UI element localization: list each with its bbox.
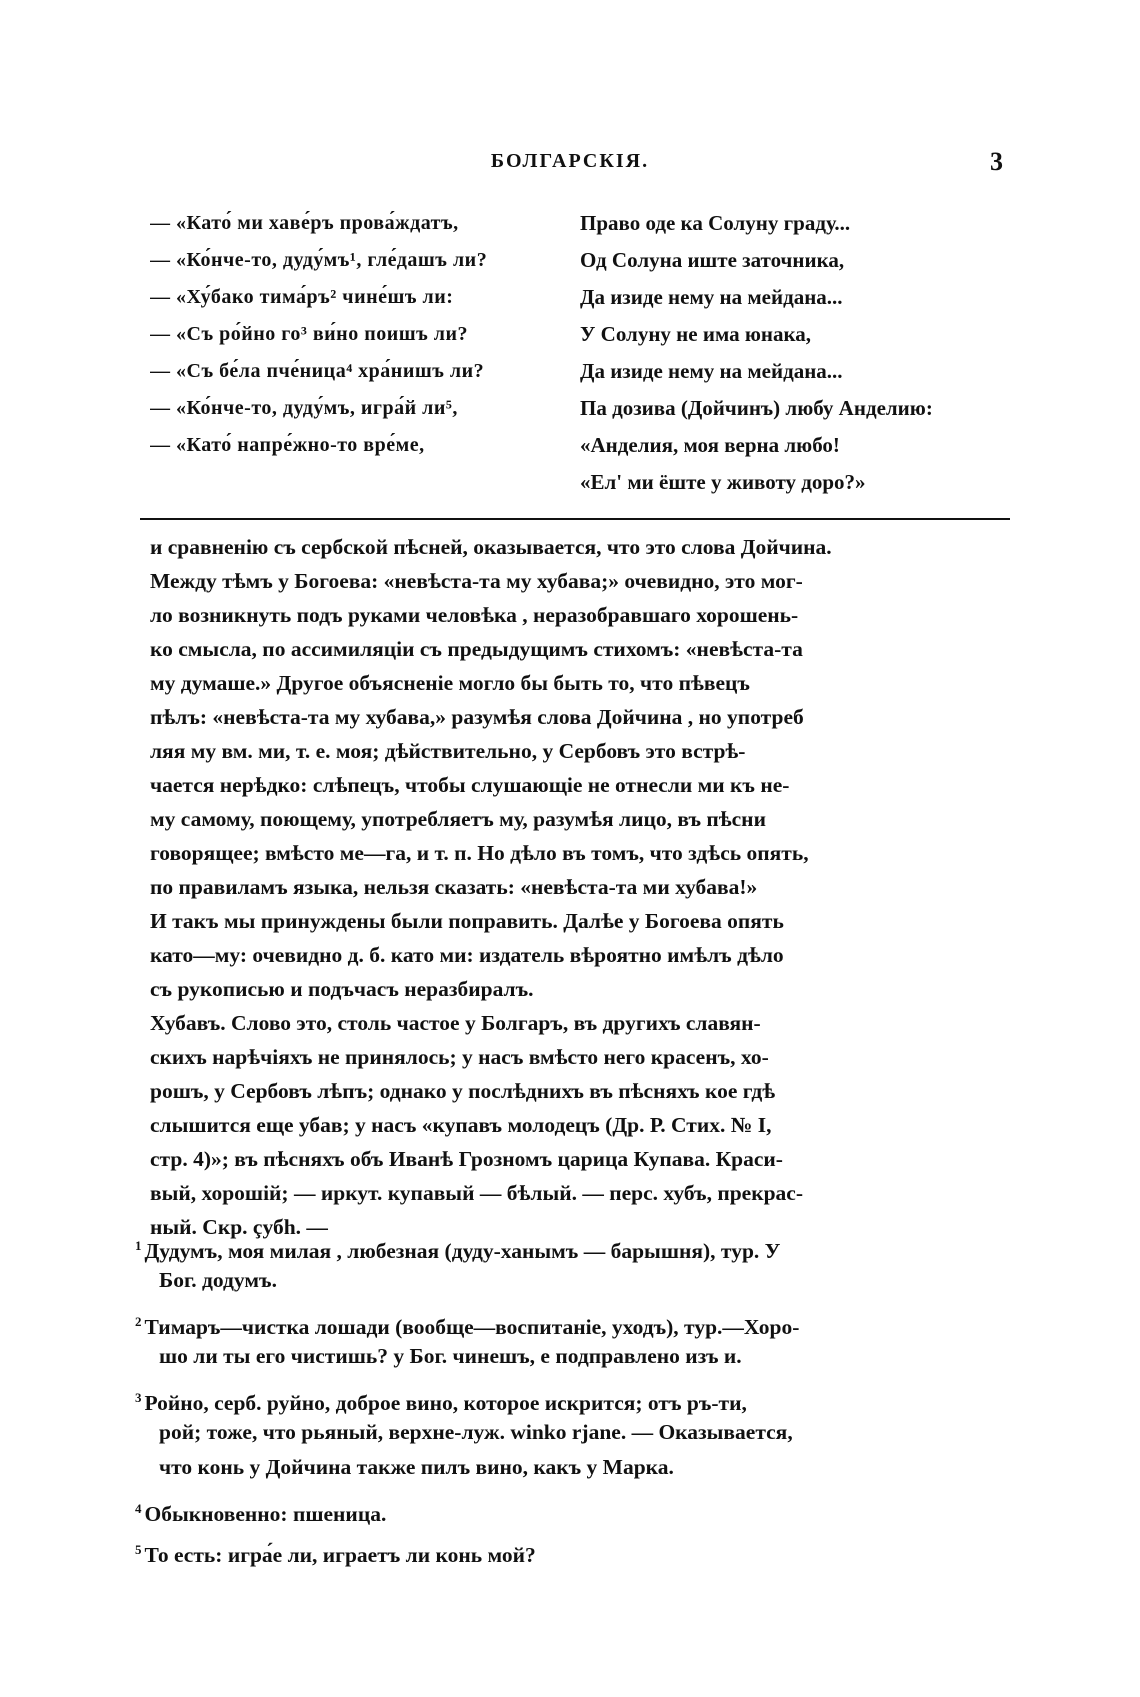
verse-line: — «Ко́нче-то, дуду́мъ¹, гле́дашъ ли? — [150, 249, 488, 271]
body-line: ляя му вм. ми, т. е. моя; дѣйствительно, у Сербовъ это встрѣ- — [150, 739, 746, 763]
page-number: 3 — [990, 147, 1003, 176]
footnote-4 — [135, 1491, 985, 1526]
section-divider — [140, 518, 1010, 520]
body-line: по правиламъ языка, нельзя сказать: «невѣста-та ми хубава!» — [150, 875, 758, 899]
verse-line: Па дозива (Дойчинъ) любу Анделию: — [580, 396, 933, 420]
footnote-text: Дудумъ, моя милая , любезная (дуду-ханымъ — барышня), тур. У — [144, 1239, 781, 1263]
body-line: вый, хорошій; — иркут. купавый — бѣлый. — перс. хубъ, прекрас- — [150, 1181, 803, 1205]
footnote-line: рой; тоже, что рьяный, верхне-луж. winko rjane. — Оказывается, — [159, 1420, 793, 1444]
body-line: му думаше.» Другое объясненіе могло бы быть то, что пѣвецъ — [150, 671, 750, 695]
footnote-mark: 5 — [135, 1542, 142, 1557]
verse-line: — «Като́ напре́жно-то вре́ме, — [150, 434, 425, 456]
body-line: като—му: очевидно д. б. като ми: издатель вѣроятно имѣлъ дѣло — [150, 943, 784, 967]
footnote-line: шо ли ты его чистишь? у Бог. чинешъ, е подправлено изъ и. — [159, 1344, 742, 1368]
body-line: Хубавъ. Слово это, столь частое у Болгаръ, въ другихъ славян- — [150, 1011, 761, 1035]
body-line: ко смысла, по ассимиляціи съ предыдущимъ стихомъ: «невѣста-та — [150, 637, 803, 661]
footnote-line — [135, 1491, 985, 1526]
running-head: БОЛГАРСКІЯ. — [490, 150, 650, 172]
verse-line: — «Съ ро́йно го³ ви́но поишъ ли? — [150, 323, 469, 345]
body-line: съ рукописью и подъчасъ неразбиралъ. — [150, 977, 534, 1001]
verse-left-column — [150, 205, 570, 464]
body-line: пѣлъ: «невѣста-та му хубава,» разумѣя слова Дойчина , но употреб — [150, 705, 804, 729]
footnote-mark: 1 — [135, 1238, 142, 1253]
footnote-text: Обыкновенно: пшеница. — [144, 1502, 387, 1526]
footnote-text: То есть: игра́е ли, играетъ ли конь мой? — [144, 1543, 536, 1567]
commentary-text — [150, 530, 980, 1244]
verse-line: Од Солуна иште заточника, — [580, 248, 845, 272]
footnote-line — [135, 1532, 985, 1567]
footnote-mark: 3 — [135, 1390, 142, 1405]
footnote-text: Ройно, серб. руйно, доброе вино, которое искрится; отъ ръ-ти, — [144, 1391, 747, 1415]
footnote-line: что конь у Дойчина также пилъ вино, какъ у Марка. — [159, 1455, 674, 1479]
body-line: Между тѣмъ у Богоева: «невѣста-та му хубава;» очевидно, это мог- — [150, 569, 803, 593]
body-line: слышится еще убав; у насъ «купавъ молодецъ (Др. Р. Стих. № I, — [150, 1113, 772, 1137]
body-line: И такъ мы принуждены были поправить. Далѣе у Богоева опять — [150, 909, 784, 933]
verse-line: «Анделия, моя верна любо! — [580, 433, 840, 457]
verse-line: Право оде ка Солуну граду... — [580, 211, 851, 235]
footnote-line: Бог. додумъ. — [159, 1268, 277, 1292]
verse-line: — «Като́ ми хаве́ръ прова́ждатъ, — [150, 212, 459, 234]
verse-line: Да изиде нему на мейдана... — [580, 359, 843, 383]
footnote-text: Тимаръ—чистка лошади (вообще—воспитаніе, уходъ), тур.—Хоро- — [144, 1315, 800, 1339]
footnote-line — [135, 1304, 985, 1339]
body-line: ло возникнуть подъ руками человѣка , неразобравшаго хорошень- — [150, 603, 799, 627]
body-line: ный. Скр. çубһ. — — [150, 1215, 328, 1239]
verse-line: У Солуну не има юнака, — [580, 322, 812, 346]
body-line: говорящее; вмѣсто ме—га, и т. п. Но дѣло въ томъ, что здѣсь опять, — [150, 841, 809, 865]
body-line: скихъ нарѣчіяхъ не принялось; у насъ вмѣсто него красенъ, хо- — [150, 1045, 769, 1069]
body-line: чается нерѣдко: слѣпецъ, чтобы слушающіе не отнесли ми къ не- — [150, 773, 790, 797]
verse-right-column — [580, 205, 1020, 501]
body-line: и сравненію съ сербской пѣсней, оказывается, что это слова Дойчина. — [150, 535, 832, 559]
footnote-mark: 4 — [135, 1501, 142, 1516]
footnote-1 — [135, 1228, 985, 1298]
footnote-3 — [135, 1380, 985, 1485]
verse-line: — «Ху́бако тима́ръ² чине́шъ ли: — [150, 286, 454, 308]
footnote-line — [135, 1228, 985, 1263]
footnote-2 — [135, 1304, 985, 1374]
footnote-line — [135, 1380, 985, 1415]
verse-line: — «Ко́нче-то, дуду́мъ, игра́й ли⁵, — [150, 397, 458, 419]
body-line: рошъ, у Сербовъ лѣпъ; однако у послѣднихъ въ пѣсняхъ кое гдѣ — [150, 1079, 776, 1103]
verse-line: «Ел' ми ёште у животу доро?» — [580, 470, 866, 494]
footnote-mark: 2 — [135, 1314, 142, 1329]
body-line: стр. 4)»; въ пѣсняхъ объ Иванѣ Грозномъ царица Купава. Краси- — [150, 1147, 783, 1171]
body-line: му самому, поющему, употребляетъ му, разумѣя лицо, въ пѣсни — [150, 807, 766, 831]
footnote-5 — [135, 1532, 985, 1567]
verse-line: — «Съ бе́ла пче́ница⁴ хра́нишъ ли? — [150, 360, 485, 382]
verse-line: Да изиде нему на мейдана... — [580, 285, 843, 309]
footnotes — [135, 1228, 985, 1573]
